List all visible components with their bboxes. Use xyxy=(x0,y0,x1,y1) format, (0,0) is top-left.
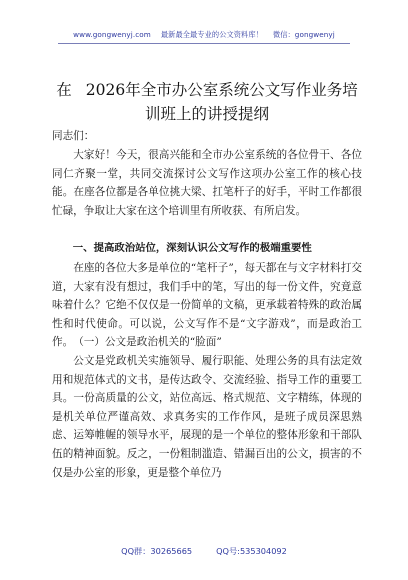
subsection-heading-1: （一）公文是政治机关的“脸面” xyxy=(73,336,222,348)
header-wechat: 微信：gongwenyj xyxy=(272,30,335,39)
document-title xyxy=(52,78,362,126)
page-header xyxy=(0,30,408,40)
footer-qq-number: QQ号:535304092 xyxy=(216,546,287,556)
paragraph-section-1-intro: 在座的各位大多是单位的“笔杆子”，每天都在与文字材料打交道，大家有没有想过，我们手中的笔，写出的每一份文件，究竟意味着什么？它绝不仅仅是一份简单的文稿，更承载着特殊的政治属性和时代使命。可以说，公文写作不是“文字游戏”，而是政治工作。 xyxy=(52,262,362,349)
header-website-link[interactable]: www.gongwenyj.com xyxy=(73,30,151,39)
title-line-1: 在 2026年全市办公室系统公文写作业务培 xyxy=(56,81,358,99)
header-slogan: 最新最全最专业的公文资料库！ xyxy=(160,30,263,39)
header-divider xyxy=(58,43,350,44)
title-line-2: 训班上的讲授提纲 xyxy=(144,105,269,123)
paragraph-opening: 大家好！今天，很高兴能和全市办公室系统的各位骨干、各位同仁齐聚一堂，共同交流探讨公文写作这项办公室工作的核心技能。在座各位都是各单位挑大梁、扛笔杆子的好手，平时工作都很忙碌，争取让大家在这个培训里有所收获、有所启发。 xyxy=(52,149,362,217)
salutation: 同志们： xyxy=(52,130,95,142)
page-footer xyxy=(0,546,408,557)
section-heading-1: 一、提高政治站位，深刻认识公文写作的极端重要性 xyxy=(72,242,312,254)
footer-qq-group: QQ群：30265665 xyxy=(121,546,193,556)
paragraph-subsection-1: 公文是党政机关实施领导、履行职能、处理公务的具有法定效用和规范体式的文书，是传达政令、交流经验、指导工作的重要工具。一份高质量的公文，站位高远、格式规范、文字精练，体现的是机关单位严谨高效、求真务实的工作作风，是班子成员深思熟虑、运筹帷幄的领导水平，展现的是一个单位的整体形象和干部队伍的精神面貌。反之，一份粗制滥造、错漏百出的公文，损害的不仅是办公室的形象，更是整个单位乃 xyxy=(52,355,362,479)
